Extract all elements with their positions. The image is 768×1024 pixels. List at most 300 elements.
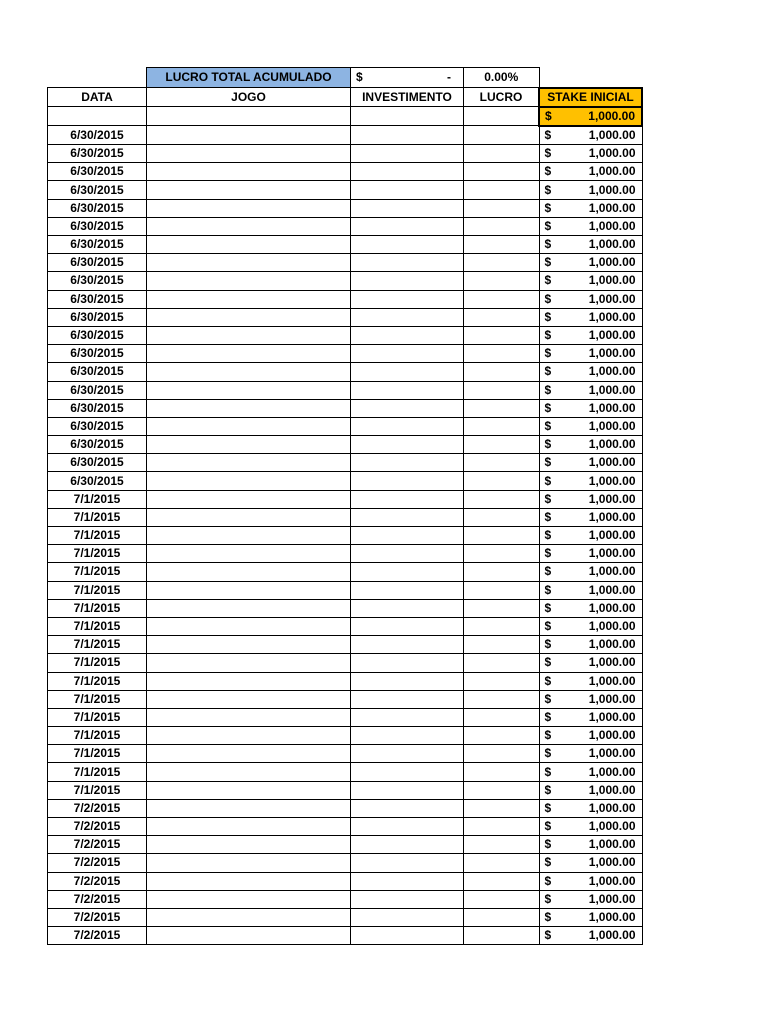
date-cell[interactable]: 7/1/2015 [48,490,147,508]
table-row [48,890,643,908]
jogo-cell[interactable] [147,599,351,617]
jogo-cell[interactable] [147,781,351,799]
investimento-cell[interactable] [351,599,464,617]
jogo-cell[interactable] [147,708,351,726]
date-cell[interactable]: 7/2/2015 [48,836,147,854]
stake-initial-amount: 1,000.00 [588,108,635,123]
table-row [48,708,643,726]
currency-symbol: $ [544,582,552,597]
currency-symbol: $ [544,528,552,543]
date-cell[interactable]: 6/30/2015 [48,236,147,254]
lucro-cell[interactable] [464,727,540,745]
date-cell[interactable]: 6/30/2015 [48,181,147,199]
stake-amount: 1,000.00 [588,255,636,270]
stake-cell[interactable] [539,308,642,326]
lucro-cell[interactable] [464,126,540,145]
investimento-cell[interactable] [351,836,464,854]
investimento-cell[interactable] [351,545,464,563]
table-row [48,490,643,508]
stake-amount: 1,000.00 [588,400,636,415]
lucro-cell[interactable] [464,436,540,454]
currency-symbol: $ [544,782,552,797]
investimento-cell[interactable] [351,199,464,217]
lucro-cell[interactable] [464,690,540,708]
investimento-cell[interactable] [351,272,464,290]
lucro-cell[interactable] [464,199,540,217]
jogo-cell[interactable] [147,163,351,181]
lucro-cell[interactable] [464,745,540,763]
investimento-cell[interactable] [351,617,464,635]
date-cell[interactable]: 7/2/2015 [48,908,147,926]
jogo-cell[interactable] [147,436,351,454]
lucro-cell[interactable] [464,617,540,635]
table-row [48,272,643,290]
investimento-cell[interactable] [351,890,464,908]
lucro-cell[interactable] [464,563,540,581]
date-cell[interactable]: 7/2/2015 [48,927,147,945]
investimento-cell[interactable] [351,381,464,399]
lucro-cell[interactable] [464,290,540,308]
lucro-cell[interactable] [464,581,540,599]
stake-cell[interactable] [539,763,642,781]
lucro-total-percent[interactable]: 0.00% [464,68,540,88]
investimento-cell[interactable] [351,927,464,945]
header-investimento[interactable]: INVESTIMENTO [351,88,464,107]
investimento-cell[interactable] [351,145,464,163]
stake-cell[interactable] [539,799,642,817]
stake-cell[interactable] [539,272,642,290]
date-cell[interactable]: 7/1/2015 [48,745,147,763]
jogo-cell[interactable] [147,399,351,417]
stake-amount: 1,000.00 [588,382,636,397]
lucro-cell[interactable] [464,708,540,726]
investimento-cell[interactable] [351,563,464,581]
stake-cell[interactable] [539,636,642,654]
stake-cell[interactable] [539,781,642,799]
lucro-cell[interactable] [464,636,540,654]
currency-symbol: $ [544,200,552,215]
date-cell[interactable]: 7/1/2015 [48,581,147,599]
date-cell[interactable]: 7/1/2015 [48,617,147,635]
investimento-cell[interactable] [351,690,464,708]
lucro-cell[interactable] [464,145,540,163]
investimento-cell[interactable] [351,217,464,235]
empty-cell[interactable] [147,107,351,126]
betting-table [47,67,643,945]
header-data[interactable]: DATA [48,88,147,107]
lucro-cell[interactable] [464,254,540,272]
jogo-cell[interactable] [147,254,351,272]
stake-initial-cell[interactable] [539,107,642,126]
jogo-cell[interactable] [147,854,351,872]
jogo-cell[interactable] [147,308,351,326]
table-row [48,326,643,344]
jogo-cell[interactable] [147,363,351,381]
stake-amount: 1,000.00 [588,546,636,561]
lucro-cell[interactable] [464,454,540,472]
table-row [48,472,643,490]
jogo-cell[interactable] [147,236,351,254]
stake-amount: 1,000.00 [588,600,636,615]
jogo-cell[interactable] [147,472,351,490]
currency-symbol: $ [544,309,552,324]
lucro-total-amount-cell[interactable] [351,68,464,88]
stake-cell[interactable] [539,527,642,545]
date-cell[interactable]: 7/1/2015 [48,690,147,708]
jogo-cell[interactable] [147,272,351,290]
stake-amount: 1,000.00 [588,364,636,379]
currency-symbol: $ [544,728,552,743]
jogo-cell[interactable] [147,381,351,399]
investimento-cell[interactable] [351,345,464,363]
stake-cell[interactable] [539,872,642,890]
date-cell[interactable]: 6/30/2015 [48,272,147,290]
investimento-cell[interactable] [351,326,464,344]
lucro-cell[interactable] [464,599,540,617]
investimento-cell[interactable] [351,308,464,326]
investimento-cell[interactable] [351,508,464,526]
stake-initial-row [48,107,643,126]
jogo-cell[interactable] [147,217,351,235]
lucro-cell[interactable] [464,527,540,545]
investimento-cell[interactable] [351,727,464,745]
date-cell[interactable]: 6/30/2015 [48,199,147,217]
stake-cell[interactable] [539,818,642,836]
jogo-cell[interactable] [147,490,351,508]
investimento-cell[interactable] [351,854,464,872]
stake-cell[interactable] [539,254,642,272]
table-row [48,254,643,272]
jogo-cell[interactable] [147,872,351,890]
currency-symbol: $ [544,127,552,142]
stake-amount: 1,000.00 [588,819,636,834]
jogo-cell[interactable] [147,927,351,945]
header-lucro[interactable]: LUCRO [464,88,540,107]
stake-amount: 1,000.00 [588,800,636,815]
stake-amount: 1,000.00 [588,764,636,779]
stake-amount: 1,000.00 [588,782,636,797]
stake-amount: 1,000.00 [588,473,636,488]
empty-cell[interactable] [351,107,464,126]
lucro-total-label[interactable]: LUCRO TOTAL ACUMULADO [147,68,351,88]
spreadsheet [47,67,643,945]
date-cell[interactable]: 7/2/2015 [48,854,147,872]
date-cell[interactable]: 6/30/2015 [48,381,147,399]
date-cell[interactable]: 7/2/2015 [48,818,147,836]
lucro-cell[interactable] [464,872,540,890]
jogo-cell[interactable] [147,745,351,763]
lucro-cell[interactable] [464,763,540,781]
stake-cell[interactable] [539,436,642,454]
stake-cell[interactable] [539,490,642,508]
stake-cell[interactable] [539,672,642,690]
stake-cell[interactable] [539,399,642,417]
investimento-cell[interactable] [351,163,464,181]
date-cell[interactable]: 6/30/2015 [48,472,147,490]
jogo-cell[interactable] [147,145,351,163]
stake-cell[interactable] [539,727,642,745]
investimento-cell[interactable] [351,527,464,545]
stake-cell[interactable] [539,381,642,399]
stake-cell[interactable] [539,890,642,908]
currency-symbol: $ [544,146,552,161]
empty-cell[interactable] [48,107,147,126]
jogo-cell[interactable] [147,890,351,908]
date-cell[interactable]: 6/30/2015 [48,308,147,326]
stake-cell[interactable] [539,417,642,435]
lucro-cell[interactable] [464,927,540,945]
table-row [48,545,643,563]
lucro-cell[interactable] [464,272,540,290]
investimento-cell[interactable] [351,363,464,381]
investimento-cell[interactable] [351,236,464,254]
date-cell[interactable]: 7/1/2015 [48,545,147,563]
date-cell[interactable]: 7/1/2015 [48,527,147,545]
investimento-cell[interactable] [351,436,464,454]
jogo-cell[interactable] [147,527,351,545]
lucro-cell[interactable] [464,181,540,199]
currency-symbol: $ [544,437,552,452]
lucro-cell[interactable] [464,854,540,872]
jogo-cell[interactable] [147,454,351,472]
investimento-cell[interactable] [351,781,464,799]
table-row [48,636,643,654]
date-cell[interactable]: 6/30/2015 [48,436,147,454]
date-cell[interactable]: 7/1/2015 [48,781,147,799]
investimento-cell[interactable] [351,472,464,490]
stake-cell[interactable] [539,854,642,872]
stake-cell[interactable] [539,290,642,308]
date-cell[interactable]: 7/2/2015 [48,890,147,908]
investimento-cell[interactable] [351,872,464,890]
investimento-cell[interactable] [351,654,464,672]
date-cell[interactable]: 7/1/2015 [48,672,147,690]
stake-cell[interactable] [539,236,642,254]
date-cell[interactable]: 7/2/2015 [48,872,147,890]
jogo-cell[interactable] [147,727,351,745]
date-cell[interactable]: 6/30/2015 [48,163,147,181]
date-cell[interactable]: 7/1/2015 [48,563,147,581]
table-row [48,181,643,199]
currency-symbol: $ [544,928,552,943]
investimento-cell[interactable] [351,745,464,763]
date-cell[interactable]: 7/2/2015 [48,799,147,817]
stake-cell[interactable] [539,654,642,672]
table-row [48,163,643,181]
currency-symbol: $ [544,291,552,306]
jogo-cell[interactable] [147,672,351,690]
jogo-cell[interactable] [147,326,351,344]
date-cell[interactable]: 7/1/2015 [48,636,147,654]
investimento-cell[interactable] [351,181,464,199]
stake-amount: 1,000.00 [588,728,636,743]
stake-cell[interactable] [539,163,642,181]
stake-amount: 1,000.00 [588,182,636,197]
date-cell[interactable]: 6/30/2015 [48,417,147,435]
table-row [48,799,643,817]
jogo-cell[interactable] [147,690,351,708]
table-row [48,781,643,799]
date-cell[interactable]: 6/30/2015 [48,217,147,235]
jogo-cell[interactable] [147,908,351,926]
stake-cell[interactable] [539,363,642,381]
stake-cell[interactable] [539,599,642,617]
date-cell[interactable]: 6/30/2015 [48,363,147,381]
investimento-cell[interactable] [351,399,464,417]
empty-cell[interactable] [48,68,147,88]
stake-cell[interactable] [539,836,642,854]
jogo-cell[interactable] [147,417,351,435]
investimento-cell[interactable] [351,290,464,308]
stake-amount: 1,000.00 [588,691,636,706]
lucro-cell[interactable] [464,381,540,399]
stake-cell[interactable] [539,617,642,635]
lucro-cell[interactable] [464,508,540,526]
investimento-cell[interactable] [351,490,464,508]
date-cell[interactable]: 7/1/2015 [48,508,147,526]
date-cell[interactable]: 6/30/2015 [48,254,147,272]
lucro-cell[interactable] [464,308,540,326]
jogo-cell[interactable] [147,126,351,145]
jogo-cell[interactable] [147,818,351,836]
lucro-cell[interactable] [464,417,540,435]
lucro-cell[interactable] [464,781,540,799]
investimento-cell[interactable] [351,254,464,272]
lucro-cell[interactable] [464,163,540,181]
stake-cell[interactable] [539,326,642,344]
stake-amount: 1,000.00 [588,582,636,597]
date-cell[interactable]: 6/30/2015 [48,399,147,417]
stake-cell[interactable] [539,181,642,199]
jogo-cell[interactable] [147,799,351,817]
lucro-cell[interactable] [464,490,540,508]
date-cell[interactable]: 7/1/2015 [48,727,147,745]
date-cell[interactable]: 7/1/2015 [48,599,147,617]
stake-cell[interactable] [539,472,642,490]
stake-cell[interactable] [539,745,642,763]
investimento-cell[interactable] [351,417,464,435]
table-row [48,872,643,890]
investimento-cell[interactable] [351,672,464,690]
currency-symbol: $ [544,164,552,179]
investimento-cell[interactable] [351,818,464,836]
investimento-cell[interactable] [351,763,464,781]
lucro-cell[interactable] [464,672,540,690]
jogo-cell[interactable] [147,763,351,781]
lucro-total-amount: - [447,70,451,84]
currency-symbol: $ [544,364,552,379]
jogo-cell[interactable] [147,836,351,854]
stake-cell[interactable] [539,508,642,526]
jogo-cell[interactable] [147,345,351,363]
lucro-cell[interactable] [464,908,540,926]
investimento-cell[interactable] [351,636,464,654]
table-row [48,363,643,381]
date-cell[interactable]: 6/30/2015 [48,290,147,308]
date-cell[interactable]: 6/30/2015 [48,126,147,145]
lucro-cell[interactable] [464,818,540,836]
jogo-cell[interactable] [147,581,351,599]
stake-cell[interactable] [539,145,642,163]
stake-cell[interactable] [539,126,642,145]
table-row [48,763,643,781]
currency-symbol: $ [544,546,552,561]
jogo-cell[interactable] [147,199,351,217]
lucro-cell[interactable] [464,345,540,363]
investimento-cell[interactable] [351,708,464,726]
currency-symbol: $ [544,491,552,506]
currency-symbol: $ [544,873,552,888]
lucro-cell[interactable] [464,836,540,854]
stake-cell[interactable] [539,708,642,726]
investimento-cell[interactable] [351,799,464,817]
stake-amount: 1,000.00 [588,873,636,888]
jogo-cell[interactable] [147,290,351,308]
stake-cell[interactable] [539,545,642,563]
lucro-cell[interactable] [464,236,540,254]
currency-symbol: $ [544,382,552,397]
table-row [48,126,643,145]
stake-cell[interactable] [539,199,642,217]
date-cell[interactable]: 6/30/2015 [48,345,147,363]
jogo-cell[interactable] [147,563,351,581]
investimento-cell[interactable] [351,908,464,926]
stake-cell[interactable] [539,927,642,945]
investimento-cell[interactable] [351,581,464,599]
stake-amount: 1,000.00 [588,418,636,433]
stake-cell[interactable] [539,454,642,472]
stake-amount: 1,000.00 [588,328,636,343]
currency-symbol: $ [544,800,552,815]
lucro-cell[interactable] [464,890,540,908]
lucro-cell[interactable] [464,217,540,235]
jogo-cell[interactable] [147,181,351,199]
empty-cell[interactable] [539,68,642,88]
lucro-cell[interactable] [464,363,540,381]
lucro-cell[interactable] [464,545,540,563]
stake-cell[interactable] [539,908,642,926]
jogo-cell[interactable] [147,654,351,672]
lucro-cell[interactable] [464,399,540,417]
jogo-cell[interactable] [147,508,351,526]
header-stake-inicial[interactable]: STAKE INICIAL [539,88,642,107]
date-cell[interactable]: 6/30/2015 [48,454,147,472]
date-cell[interactable]: 7/1/2015 [48,708,147,726]
date-cell[interactable]: 7/1/2015 [48,763,147,781]
date-cell[interactable]: 7/1/2015 [48,654,147,672]
jogo-cell[interactable] [147,545,351,563]
stake-cell[interactable] [539,345,642,363]
stake-cell[interactable] [539,581,642,599]
jogo-cell[interactable] [147,636,351,654]
stake-cell[interactable] [539,217,642,235]
lucro-cell[interactable] [464,326,540,344]
lucro-cell[interactable] [464,654,540,672]
date-cell[interactable]: 6/30/2015 [48,326,147,344]
empty-cell[interactable] [464,107,540,126]
stake-cell[interactable] [539,563,642,581]
header-jogo[interactable]: JOGO [147,88,351,107]
date-cell[interactable]: 6/30/2015 [48,145,147,163]
lucro-cell[interactable] [464,472,540,490]
lucro-cell[interactable] [464,799,540,817]
currency-symbol: $ [544,600,552,615]
jogo-cell[interactable] [147,617,351,635]
currency-symbol: $ [356,70,363,84]
investimento-cell[interactable] [351,126,464,145]
investimento-cell[interactable] [351,454,464,472]
stake-cell[interactable] [539,690,642,708]
